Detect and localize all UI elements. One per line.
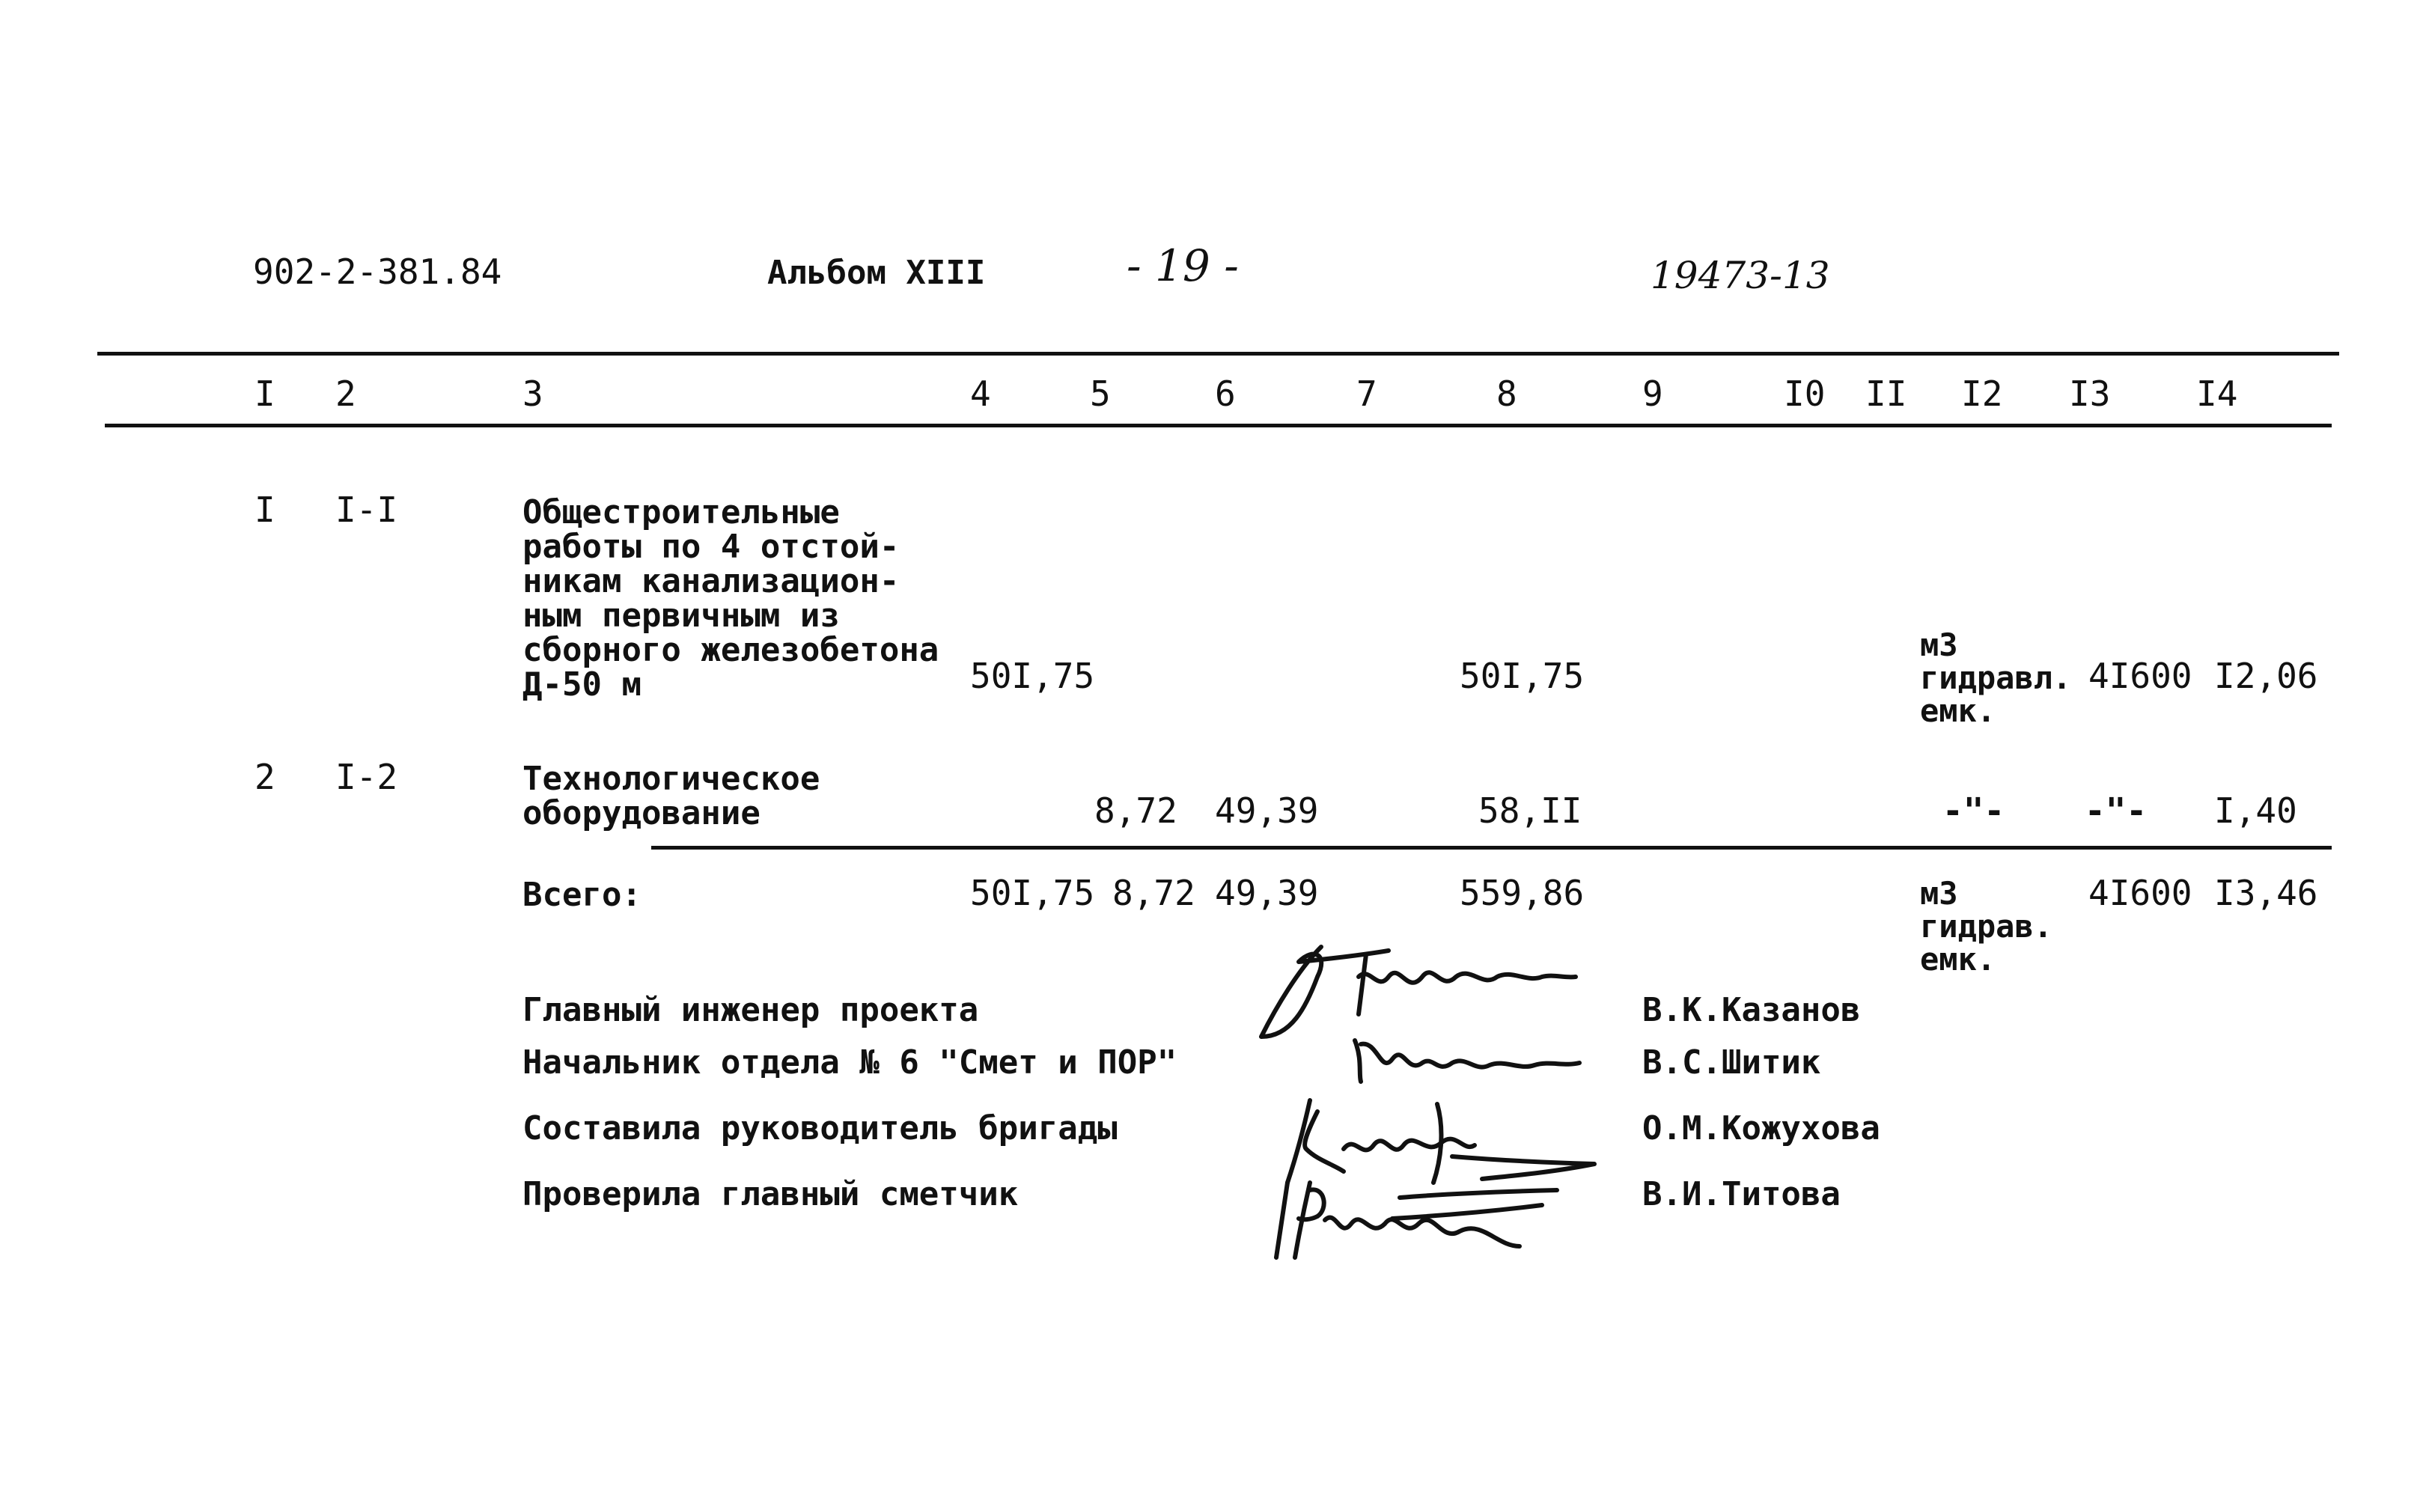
row-1-col13: 4I600 bbox=[2088, 656, 2192, 696]
column-header-11: II bbox=[1865, 374, 1907, 414]
handwritten-signature-4 bbox=[1258, 1175, 1602, 1272]
column-header-10: I0 bbox=[1784, 374, 1826, 414]
row-2-col6: 49,39 bbox=[1215, 790, 1319, 831]
table-top-rule bbox=[97, 352, 2339, 356]
row-1-col14: I2,06 bbox=[2214, 656, 2318, 696]
row-1-name: Общестроительные работы по 4 отстой- никам канализацион- ным первичным из сборного железобетона Д-50 м bbox=[522, 493, 939, 704]
column-header-2: 2 bbox=[335, 374, 356, 414]
column-header-9: 9 bbox=[1642, 374, 1663, 414]
total-col13: 4I600 bbox=[2088, 873, 2192, 913]
signature-name-2: В.С.Шитик bbox=[1642, 1043, 1821, 1082]
signature-position-1: Главный инженер проекта bbox=[522, 991, 979, 1029]
signature-name-1: В.К.Казанов bbox=[1642, 991, 1861, 1029]
row-1-number: I bbox=[255, 490, 275, 530]
column-header-3: 3 bbox=[522, 374, 543, 414]
total-unit: м3 гидрав. емк. bbox=[1920, 875, 2053, 978]
row-2-number: 2 bbox=[255, 757, 275, 797]
document-code: 902-2-381.84 bbox=[253, 252, 502, 292]
row-1-col4: 50I,75 bbox=[970, 656, 1095, 696]
inventory-number: 19473-13 bbox=[1651, 254, 1830, 297]
total-col4: 50I,75 bbox=[970, 873, 1095, 913]
row-1-col8: 50I,75 bbox=[1460, 656, 1585, 696]
page-number: - 19 - bbox=[1127, 240, 1239, 291]
row-2-col8: 58,II bbox=[1478, 790, 1582, 831]
total-col5: 8,72 bbox=[1112, 873, 1195, 913]
row-1-code: I-I bbox=[335, 490, 398, 530]
signature-name-4: В.И.Титова bbox=[1642, 1175, 1841, 1213]
column-header-5: 5 bbox=[1090, 374, 1111, 414]
album-label: Альбом XIII bbox=[767, 254, 986, 292]
row-2-unit: -"- bbox=[1942, 790, 2005, 831]
total-label: Всего: bbox=[522, 876, 641, 914]
column-header-8: 8 bbox=[1496, 374, 1517, 414]
total-rule bbox=[651, 846, 2332, 850]
table-header-rule bbox=[105, 424, 2332, 427]
total-col8: 559,86 bbox=[1460, 873, 1585, 913]
column-header-14: I4 bbox=[2196, 374, 2238, 414]
row-1-unit: м3 гидравл. емк. bbox=[1920, 627, 2072, 729]
column-header-12: I2 bbox=[1961, 374, 2003, 414]
row-2-name: Технологическое оборудование bbox=[522, 760, 820, 832]
column-header-4: 4 bbox=[970, 374, 991, 414]
signature-position-2: Начальник отдела № 6 "Смет и ПОР" bbox=[522, 1043, 1177, 1082]
column-header-13: I3 bbox=[2069, 374, 2111, 414]
row-2-col5: 8,72 bbox=[1094, 790, 1177, 831]
column-header-6: 6 bbox=[1215, 374, 1236, 414]
column-header-1: I bbox=[255, 374, 275, 414]
signature-position-4: Проверила главный сметчик bbox=[522, 1175, 1019, 1213]
signature-name-3: О.М.Кожухова bbox=[1642, 1109, 1880, 1147]
row-2-code: I-2 bbox=[335, 757, 398, 797]
handwritten-signature-2 bbox=[1340, 1029, 1587, 1085]
column-header-7: 7 bbox=[1356, 374, 1377, 414]
signature-position-3: Составила руководитель бригады bbox=[522, 1109, 1118, 1147]
row-2-col14: I,40 bbox=[2214, 790, 2297, 831]
total-col6: 49,39 bbox=[1215, 873, 1319, 913]
total-col14: I3,46 bbox=[2214, 873, 2318, 913]
row-2-col13: -"- bbox=[2085, 790, 2148, 831]
